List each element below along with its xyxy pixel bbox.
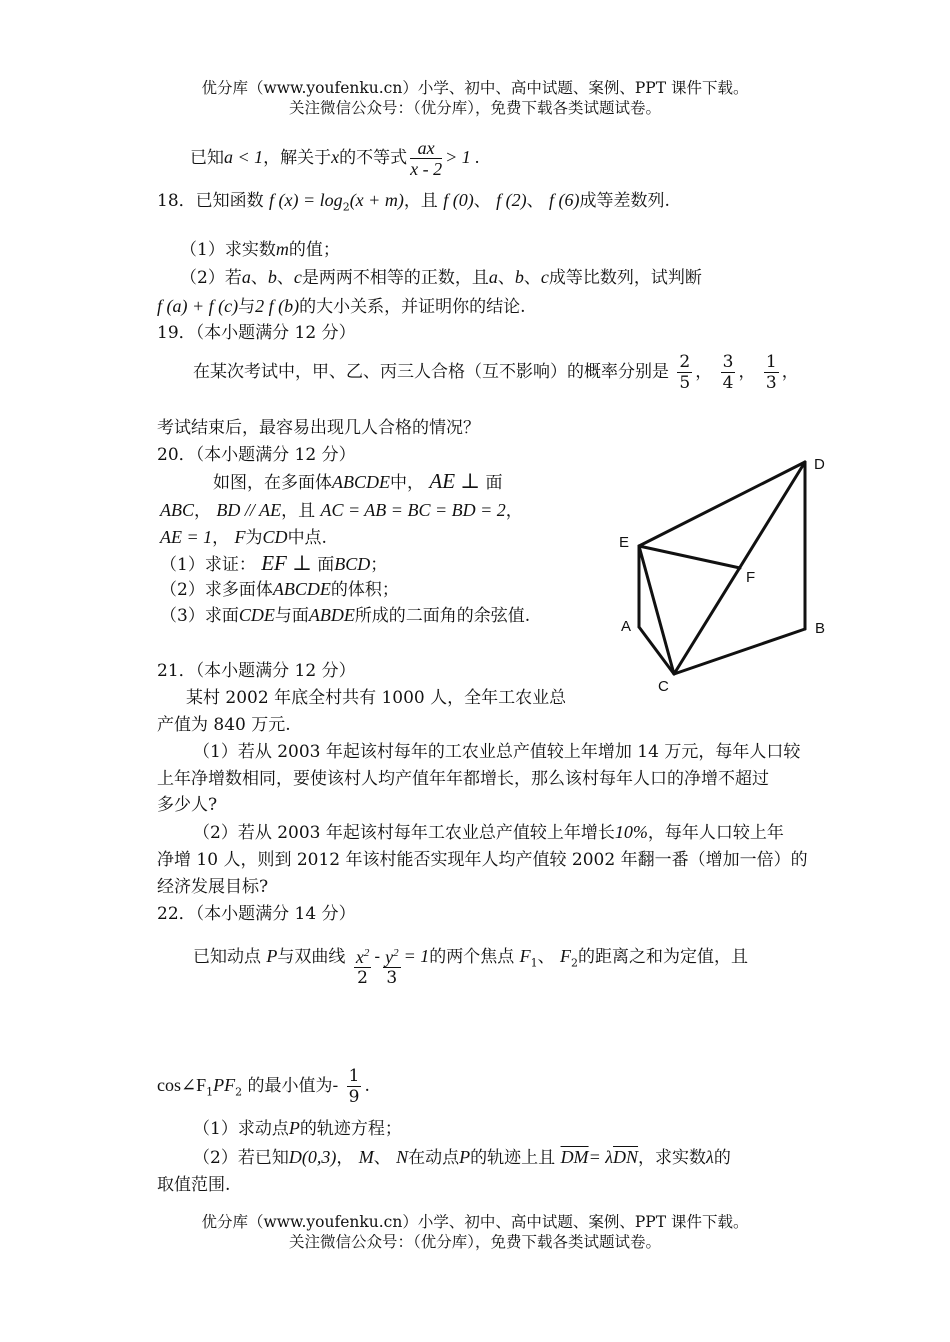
q20-var-f: F [234,527,246,547]
label-c: C [658,678,669,695]
q20-ae-length: AE = 1 [160,527,213,547]
q22-eq-1: = 1 [403,946,430,966]
q20-text-4: ，且 [281,501,316,521]
q20-p1-text-3: ； [370,555,388,575]
q20-ef-perp: EF ⊥ [261,551,312,575]
q18-line-1 [157,189,670,218]
q21-p1-line-2: 上年净增数相同，要使该村人均产值年年都增长，那么该村每年人口的净增不超过 [157,769,769,789]
q21-p2-line-1 [193,821,784,844]
q22-frac-min [347,1066,362,1107]
q22-p1-text-2: 的轨迹方程； [299,1119,402,1139]
q22-frac-min-num: 1 [348,1066,360,1086]
q20-text-3: 面 [485,473,503,493]
q22-vec-dm: $\overline{DM}$ [560,1147,589,1167]
q22-part-1 [193,1117,402,1140]
q22-text-5: 的最小值为 [247,1076,333,1096]
q20-line-3 [160,526,327,549]
q18-f0: f (0) [443,190,474,210]
q18-var-b-2: b [514,267,524,287]
q17-fraction [410,138,442,179]
q22-p2-text-3: 的轨迹上且 [470,1148,556,1168]
q22-text-1: 已知动点 [193,947,261,967]
q20-cd: CD [262,527,288,547]
q18-var-a-2: a [488,267,498,287]
q20-abde: ABDE [308,605,355,625]
q20-p3-text-2: 与面 [274,606,309,626]
q20-p1-text-2: 面 [317,555,335,575]
q17-rhs: > 1 . [445,147,480,167]
q22-text-4: 的距离之和为定值，且 [578,947,749,967]
label-e: E [619,534,630,551]
q20-line-1 [213,470,502,494]
figure-edges [639,462,805,674]
q20-cde: CDE [238,605,275,625]
q20-bd-parallel: BD // AE [216,500,282,520]
q17-text-2: ，解关于 [263,148,332,168]
q18-p2-text-3: 成等比数列，试判断 [548,268,702,288]
q22-part-2 [193,1146,731,1169]
q20-part-3 [160,604,530,627]
q22-text-2: 与双曲线 [277,947,346,967]
q22-p1-text-1: （1）求动点 [193,1119,289,1139]
q19-prob-2 [721,352,736,393]
q22-frac-x-den: 2 [357,968,368,988]
q22-y-exp: 2 [393,947,399,959]
q19-text-1: 在某次考试中，甲、乙、丙三人合格（互不影响）的概率分别是 [193,362,669,382]
q18-var-b: b [267,267,277,287]
q18-text-3: 成等差数列. [579,191,670,211]
q22-line-1 [193,945,748,988]
edge-ec [639,546,674,674]
q22-var-p-3: P [459,1147,471,1167]
q20-p2-text-2: 的体积； [330,580,399,600]
q22-p2-text-5: 的 [713,1148,731,1168]
q20-bcd: BCD [334,554,371,574]
q22-minus: - [374,947,381,967]
q19-d3: 3 [765,373,777,393]
q19-n1: 2 [679,352,691,372]
q18-expr-1: f (a) + f (c) [157,296,239,316]
q21-p2-text-2: ，每年人口较上年 [647,823,784,843]
q22-sep-2: 、 [373,1148,391,1168]
q17-text-1: 已知 [190,148,224,168]
q22-p2-text-4: ，求实数 [638,1148,707,1168]
q18-p2-text-2: 是两两不相等的正数，且 [301,268,489,288]
q22-text-3: 的两个焦点 [429,947,515,967]
q19-n3: 1 [765,352,777,372]
q22-eq-lambda: = λ [588,1147,614,1167]
q18-p2-text-5: 的大小关系，并证明你的结论. [299,297,526,317]
q19-prob-3 [764,352,779,393]
q21-p1-line-3: 多少人? [157,795,218,815]
q22-frac-y-num [383,943,401,968]
q22-part-2-cont: 取值范围. [157,1175,231,1195]
q18-sep-6: 、 [523,268,541,288]
q20-lengths: AC = AB = BC = BD = 2 [320,500,506,520]
q21-p2-line-3: 经济发展目标? [157,877,269,897]
q18-part-2 [180,266,702,289]
q22-frac-x [354,943,372,988]
q18-number: 18． [157,191,196,211]
q20-text-5: 为 [245,528,263,548]
q18-p2-text-1: （2）若 [180,268,242,288]
footer-line-1: 优分库（www.youfenku.cn）小学、初中、高中试题、案例、PPT 课件下载。 [201,1213,749,1231]
q22-lambda: λ [706,1147,714,1167]
q17-numerator: ax [410,138,442,159]
q21-p2-text-1: （2）若从 2003 年起该村每年工农业总产值较上年增长 [193,823,615,843]
label-f: F [746,569,756,586]
q22-frac-min-den: 9 [348,1087,360,1107]
q22-frac-x-num [354,943,372,968]
q18-var-m: m [275,239,289,259]
q20-text-6: 中点. [287,528,327,548]
q22-var-p: P [266,946,278,966]
q22-p2-comma: ， [336,1148,354,1168]
q17-denominator: x - 2 [410,159,443,179]
q19-comma-1: ， [695,362,713,382]
q18-sep-5: 、 [497,268,515,288]
q19-line-1 [193,352,799,393]
q20-p3-text-3: 所成的二面角的余弦值. [354,606,531,626]
header-line-2: 关注微信公众号：（优分库），免费下载各类试题试卷。 [288,99,661,117]
q18-expr-2: 2 f (b) [255,296,300,316]
q18-text-2: ，且 [403,191,438,211]
q18-p1-text-1: （1）求实数 [180,240,276,260]
q22-var-p-2: P [288,1118,300,1138]
q18-var-a: a [241,267,251,287]
q21-line-1: 某村 2002 年底全村共有 1000 人，全年工农业总 [186,688,567,708]
q18-f2: f (2) [496,190,527,210]
q18-sep-1: 、 [473,191,491,211]
q22-cos-sub-2: 2 [235,1085,243,1099]
header-line-1: 优分库（www.youfenku.cn）小学、初中、高中试题、案例、PPT 课件下载。 [201,79,749,97]
label-d: D [814,456,825,473]
q18-f6: f (6) [549,190,580,210]
q18-p1-text-2: 的值； [288,240,340,260]
q22-sep: 、 [537,947,555,967]
q18-p2-text-4: 与 [238,297,256,317]
q18-sep-3: 、 [250,268,268,288]
q19-heading: 19．（本小题满分 12 分） [157,323,356,343]
q22-pf: PF [213,1075,236,1095]
q22-frac-y [383,943,401,988]
polyhedron-figure [600,445,845,705]
q22-heading: 22．（本小题满分 14 分） [157,904,356,924]
q20-comma-3: ， [212,528,230,548]
q19-comma-3: ， [781,362,799,382]
q18-var-c-2: c [540,267,549,287]
q18-sep-4: 、 [276,268,294,288]
q21-p2-line-2: 净增 10 人，则到 2012 年该村能否实现年人均产值较 2002 年翻一番（增加一倍）的 [157,850,808,870]
q22-var-m: M [358,1147,374,1167]
q22-cos-sub-1: 1 [206,1085,214,1099]
q22-f1-sub: 1 [530,956,538,970]
q19-line-2: 考试结束后，最容易出现几人合格的情况？ [157,418,480,438]
edge-bc [674,629,805,674]
q22-frac-y-den: 3 [386,968,398,988]
q19-comma-2: ， [738,362,756,382]
q20-p3-text-1: （3）求面 [160,606,239,626]
q17-var-x: x [331,147,340,167]
edge-ef [639,546,740,568]
q17-line [190,138,480,179]
q19-d1: 5 [679,373,691,393]
q21-percent: 10% [614,822,648,842]
q22-f1: F [519,946,531,966]
q18-function: f (x) = log [269,190,343,210]
label-b: B [815,620,826,637]
q20-part-1 [160,552,387,576]
q17-text-3: 的不等式 [339,148,408,168]
q18-part-2-cont [157,295,526,318]
q22-point-d: D(0,3) [288,1147,337,1167]
q18-part-1 [180,238,340,261]
q18-text-1: 已知函数 [195,191,264,211]
q21-line-2: 产值为 840 万元. [157,715,291,735]
q20-line-2 [160,499,523,522]
q22-cos: cos∠F [157,1075,207,1095]
q22-var-n: N [396,1147,409,1167]
q22-f2: F [560,946,572,966]
q20-heading: 20．（本小题满分 12 分） [157,445,356,465]
q22-dot: . [364,1076,370,1096]
footer-line-2: 关注微信公众号：（优分库），免费下载各类试题试卷。 [288,1233,661,1251]
q19-n2: 3 [722,352,734,372]
q20-p1-text-1: （1）求证： [160,555,256,575]
q22-x: x [355,947,364,967]
q19-d2: 4 [722,373,734,393]
q22-line-2 [157,1066,370,1107]
q18-var-c: c [293,267,302,287]
q22-neg: - [332,1076,339,1096]
q22-x-exp: 2 [363,947,370,959]
q22-y: y [385,947,394,967]
q20-abcde-2: ABCDE [272,579,331,599]
q21-p1-line-1: （1）若从 2003 年起该村每年的工农业总产值较上年增加 14 万元，每年人口较 [193,742,801,762]
q20-abc: ABC [160,500,194,520]
q18-sep-2: 、 [526,191,544,211]
q22-p2-text-2: 在动点 [408,1148,460,1168]
q20-text-2: 中， [390,473,424,493]
q20-p2-text-1: （2）求多面体 [160,580,273,600]
q21-heading: 21．（本小题满分 12 分） [157,661,356,681]
q20-comma-1: ， [194,501,211,521]
q20-ae-perp: AE ⊥ [429,469,481,493]
q20-text-1: 如图，在多面体 [213,473,332,493]
q20-abcde: ABCDE [332,472,390,492]
label-a: A [621,618,632,635]
q19-prob-1 [677,352,692,393]
q18-log-base: 2 [342,200,350,214]
q17-cond: a < 1 [224,147,264,167]
q20-comma-2: ， [505,501,523,521]
q20-part-2 [160,578,399,601]
q22-p2-text-1: （2）若已知 [193,1148,289,1168]
q22-f2-sub: 2 [571,956,579,970]
q22-vec-dn: $\overline{DN}$ [613,1147,639,1167]
q18-log-arg: (x + m) [349,190,404,210]
